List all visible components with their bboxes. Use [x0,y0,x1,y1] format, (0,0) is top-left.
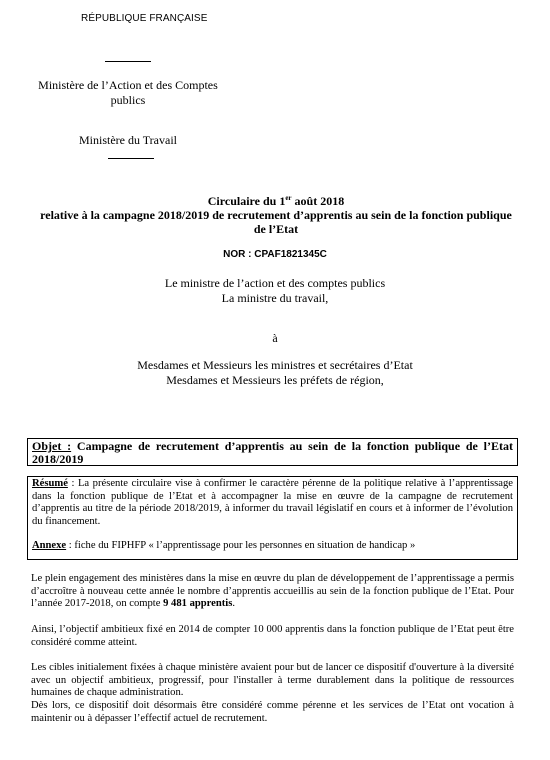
circular-title-line2: relative à la campagne 2018/2019 de recrutement d’apprentis au sein de la fonction publique [40,208,512,222]
body-paragraph-4: Dès lors, ce dispositif doit désormais être considéré comme pérenne et les services de l’Etat ont vocation à maintenir ou à dépasser l’effectif actuel de recrutement. [31,700,514,724]
republique-header: RÉPUBLIQUE FRANÇAISE [81,13,208,24]
annexe-label: Annexe [32,540,67,552]
resume-box [27,476,518,560]
sender-line2: La ministre du travail, [221,291,329,305]
resume-paragraph [32,478,513,528]
resume-label: Résumé [32,478,68,489]
ministry-action-comptes-publics [30,78,226,108]
senders-block [0,276,550,306]
circular-title-line1: Circulaire du 1er août 2018 [207,194,345,208]
separator-rule-bottom [108,158,154,159]
ministry-2-label: Ministère du Travail [79,133,177,147]
annexe-paragraph [32,540,513,553]
sender-line1: Le ministre de l’action et des comptes publics [164,276,386,290]
ministry-travail [30,133,226,148]
objet-box [27,438,518,466]
recipient-line2: Mesdames et Messieurs les préfets de région, [166,373,384,387]
resume-text: : La présente circulaire vise à confirmer le caractère pérenne de la politique relative à l’apprentissage dans la fonction publique de l’Etat et à accompagner la mise en œuvre de la campagne de recrutement d’apprentis au titre de la période 2018/2019, à informer du travail législatif en cours et à informer de l’évolution du financement. [32,478,513,527]
ministry-1-line2: publics [110,93,146,107]
body-paragraph-2: Ainsi, l’objectif ambitieux fixé en 2014 de compter 10 000 apprentis dans la fonction publique de l’Etat peut être considéré comme atteint. [31,624,514,648]
separator-rule-top [105,61,151,62]
nor-reference: NOR : CPAF1821345C [223,249,327,260]
objet-text: Campagne de recrutement d’apprentis au sein de la fonction publique de l’Etat 2018/2019 [32,439,513,466]
circular-title-line3: de l’Etat [253,222,299,236]
body-paragraph-1: Le plein engagement des ministères dans la mise en œuvre du plan de développement de l’apprentissage a permis d’accroître à nouveau cette année le nombre d’apprentis accueillis au sein de la fonction publique de l’Etat. Pour l’année 2017-2018, on compte 9 481 apprentis. [31,573,514,610]
apprentis-count: 9 481 apprentis [163,598,233,610]
recipients-block [0,358,550,388]
body-paragraph-3: Les cibles initialement fixées à chaque ministère avaient pour but de lancer ce dispositif d'ouverture à la diversité avec un objectif ambitieux, progressif, pour l'installer à terme durablement dans la politique de ressources humaines de chaque administration. [31,662,514,699]
annexe-text: : fiche du FIPHFP « l’apprentissage pour les personnes en situation de handicap » [66,540,416,552]
recipient-line1: Mesdames et Messieurs les ministres et secrétaires d’Etat [137,358,413,372]
circular-title [20,194,532,236]
ministry-1-line1: Ministère de l’Action et des Comptes [38,78,218,92]
objet-label: Objet : [32,439,72,453]
addressed-to: à [272,331,278,345]
